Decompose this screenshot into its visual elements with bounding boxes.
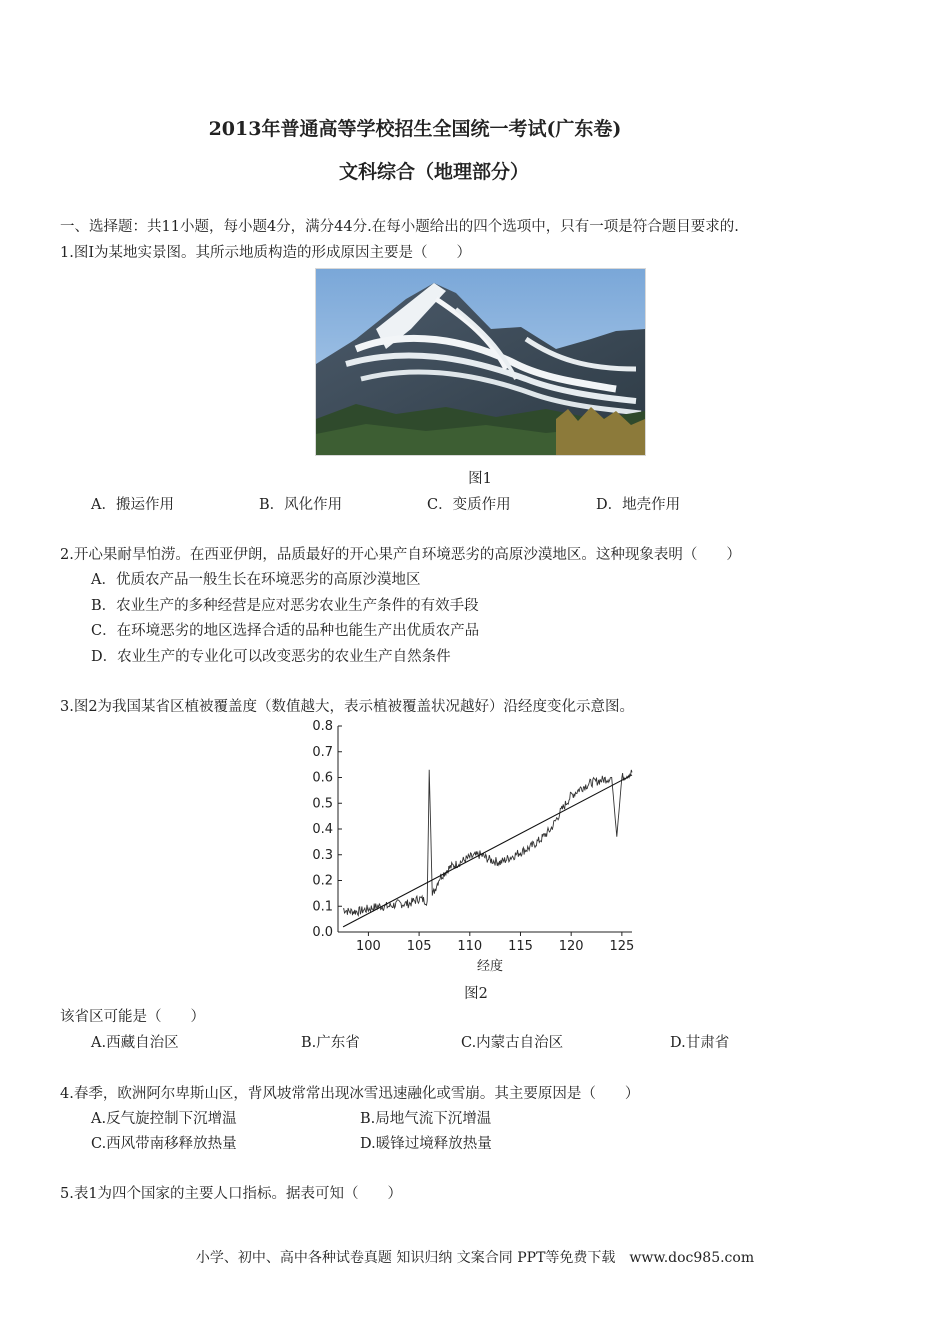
x-tick-label: 115 xyxy=(508,939,533,954)
x-tick-label: 100 xyxy=(355,939,381,954)
trend-line xyxy=(343,775,632,927)
x-tick-label: 110 xyxy=(457,939,483,954)
y-tick-label: 0.8 xyxy=(312,719,333,734)
q3-option-b[interactable]: B.广东省 xyxy=(301,1035,360,1051)
q3-option-d[interactable]: D.甘肃省 xyxy=(670,1035,730,1051)
x-tick-label: 105 xyxy=(406,939,432,954)
chart-series xyxy=(343,770,632,927)
q3-option-c[interactable]: C.内蒙古自治区 xyxy=(461,1035,564,1051)
question-5-stem: 5.表1为四个国家的主要人口指标。据表可知（ ） xyxy=(60,1186,403,1202)
page-title: 2013年普通高等学校招生全国统一考试(广东卷) xyxy=(208,118,622,140)
vegetation-coverage-chart xyxy=(300,718,645,978)
coverage-series-line xyxy=(343,770,632,916)
x-tick-label: 125 xyxy=(609,939,635,954)
question-3-follow: 该省区可能是（ ） xyxy=(60,1009,205,1025)
page-footer: 小学、初中、高中各种试卷真题 知识归纳 文案合同 PPT等免费下载 www.doc985.com xyxy=(195,1250,755,1266)
figure-2-caption: 图2 xyxy=(464,986,488,1002)
x-tick-label: 120 xyxy=(558,939,584,954)
q2-option-c[interactable]: C．在环境恶劣的地区选择合适的品种也能生产出优质农产品 xyxy=(91,623,480,639)
y-tick-label: 0.1 xyxy=(312,899,333,915)
figure-1-caption: 图1 xyxy=(468,471,492,487)
q2-option-d[interactable]: D．农业生产的专业化可以改变恶劣的农业生产自然条件 xyxy=(91,649,451,665)
y-tick-label: 0.5 xyxy=(312,796,333,812)
x-axis-label: 经度 xyxy=(476,959,504,974)
q1-option-c[interactable]: C．变质作用 xyxy=(427,497,511,513)
page-subtitle: 文科综合（地理部分） xyxy=(338,161,529,183)
q3-option-a[interactable]: A.西藏自治区 xyxy=(91,1035,179,1051)
q4-option-b[interactable]: B.局地气流下沉增温 xyxy=(360,1111,492,1127)
q1-option-b[interactable]: B．风化作用 xyxy=(259,497,343,513)
q4-option-a[interactable]: A.反气旋控制下沉增温 xyxy=(91,1111,237,1127)
mountain-photo-image xyxy=(316,269,645,455)
q1-option-d[interactable]: D．地壳作用 xyxy=(596,497,681,513)
q2-option-b[interactable]: B．农业生产的多种经营是应对恶劣农业生产条件的有效手段 xyxy=(91,598,479,614)
question-3-stem: 3.图2为我国某省区植被覆盖度（数值越大，表示植被覆盖状况越好）沿经度变化示意图。 xyxy=(60,699,635,715)
y-tick-label: 0.2 xyxy=(312,873,333,889)
section-intro: 一、选择题：共11小题，每小题4分，满分44分.在每小题给出的四个选项中，只有一项是符合题目要求的. xyxy=(60,219,739,235)
y-tick-label: 0.7 xyxy=(312,744,333,760)
y-tick-label: 0.6 xyxy=(312,770,333,786)
chart-axes xyxy=(338,726,632,932)
y-tick-label: 0.0 xyxy=(312,925,333,940)
q2-option-a[interactable]: A．优质农产品一般生长在环境恶劣的高原沙漠地区 xyxy=(91,572,421,588)
y-tick-label: 0.3 xyxy=(312,847,333,863)
q1-option-a[interactable]: A．搬运作用 xyxy=(91,497,174,513)
q4-option-d[interactable]: D.暖锋过境释放热量 xyxy=(360,1136,492,1152)
y-tick-label: 0.4 xyxy=(312,822,333,837)
question-2-stem: 2.开心果耐旱怕涝。在西亚伊朗，品质最好的开心果产自环境恶劣的高原沙漠地区。这种现象表明（ ） xyxy=(60,547,741,563)
q4-option-c[interactable]: C.西风带南移释放热量 xyxy=(91,1136,237,1152)
question-4-stem: 4.春季，欧洲阿尔卑斯山区，背风坡常常出现冰雪迅速融化或雪崩。其主要原因是（ ） xyxy=(60,1086,640,1102)
mountain-photo xyxy=(315,268,646,456)
question-1-stem: 1.图Ⅰ为某地实景图。其所示地质构造的形成原因主要是（ ） xyxy=(60,245,472,261)
chart-ticks xyxy=(312,719,634,954)
